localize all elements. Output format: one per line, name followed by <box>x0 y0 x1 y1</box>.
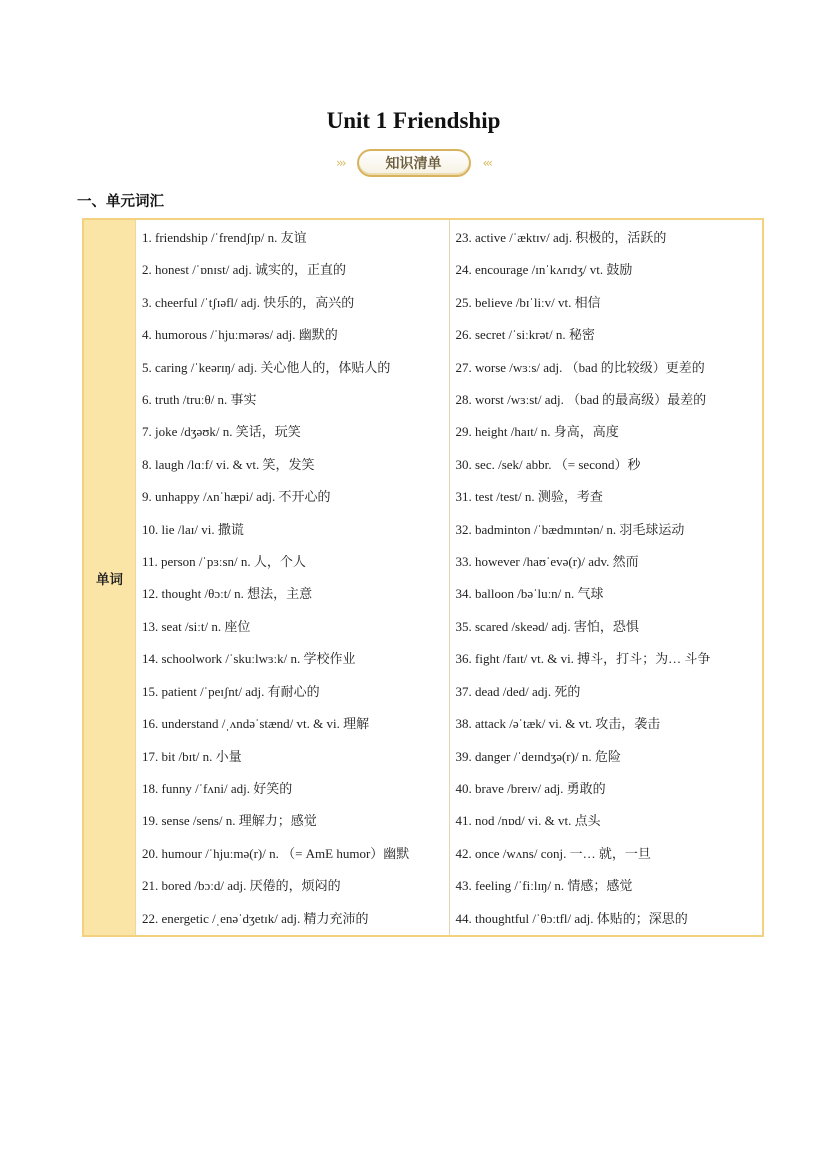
vocab-item: 12. thought /θɔːt/ n. 想法，主意 <box>142 586 313 602</box>
vocab-item: 38. attack /əˈtæk/ vi. & vt. 攻击，袭击 <box>455 716 661 732</box>
vocab-item: 1. friendship /ˈfrendʃɪp/ n. 友谊 <box>142 230 307 245</box>
vocab-item: 22. energetic /ˌenəˈdʒetɪk/ adj. 精力充沛的 <box>142 910 369 926</box>
section-badge-row <box>0 147 827 179</box>
vocab-item: 26. secret /ˈsiːkrət/ n. 秘密 <box>455 327 595 343</box>
vocab-item: 18. funny /ˈfʌni/ adj. 好笑的 <box>142 780 293 796</box>
vocab-item: 15. patient /ˈpeɪʃnt/ adj. 有耐心的 <box>142 683 320 699</box>
vocab-item: 37. dead /ded/ adj. 死的 <box>455 683 581 699</box>
vocab-item: 29. height /haɪt/ n. 身高，高度 <box>455 424 619 440</box>
vocab-item: 32. badminton /ˈbædmɪntən/ n. 羽毛球运动 <box>455 521 685 537</box>
vocab-item: 6. truth /truːθ/ n. 事实 <box>142 392 257 408</box>
vocab-item: 5. caring /ˈkeərɪŋ/ adj. 关心他人的，体贴人的 <box>142 359 391 375</box>
vocab-item: 19. sense /sens/ n. 理解力；感觉 <box>142 813 317 829</box>
vocab-item: 31. test /test/ n. 测验，考查 <box>455 489 603 505</box>
vocab-item: 43. feeling /ˈfiːlɪŋ/ n. 情感；感觉 <box>455 878 633 894</box>
vocab-item: 20. humour /ˈhjuːmə(r)/ n. （= AmE humor）幽默 <box>142 845 410 861</box>
vocab-item: 25. believe /bɪˈliːv/ vt. 相信 <box>455 294 601 310</box>
vocab-item: 10. lie /laɪ/ vi. 撒谎 <box>142 521 244 537</box>
chevron-right-decoration-icon: ››› <box>336 156 345 170</box>
vocab-item: 21. bored /bɔːd/ adj. 厌倦的，烦闷的 <box>142 878 341 894</box>
vocab-item: 2. honest /ˈɒnɪst/ adj. 诚实的，正直的 <box>142 262 346 278</box>
vocab-item: 23. active /ˈæktɪv/ adj. 积极的，活跃的 <box>455 230 667 245</box>
vocab-item: 4. humorous /ˈhjuːmərəs/ adj. 幽默的 <box>142 327 338 343</box>
chevron-left-decoration-icon: ‹‹‹ <box>482 156 491 170</box>
vocab-item: 16. understand /ˌʌndəˈstænd/ vt. & vi. 理解 <box>142 716 370 732</box>
vocab-item: 24. encourage /ɪnˈkʌrɪdʒ/ vt. 鼓励 <box>455 262 633 278</box>
knowledge-list-badge: 知识清单 <box>357 149 471 177</box>
vocab-item: 8. laugh /lɑːf/ vi. & vt. 笑，发笑 <box>142 456 315 472</box>
vocab-item: 34. balloon /bəˈluːn/ n. 气球 <box>455 586 604 602</box>
vocab-item: 35. scared /skeəd/ adj. 害怕，恐惧 <box>455 618 639 634</box>
vocabulary-table <box>82 218 764 937</box>
vocab-item: 14. schoolwork /ˈskuːlwɜːk/ n. 学校作业 <box>142 651 356 667</box>
vocab-item: 44. thoughtful /ˈθɔːtfl/ adj. 体贴的；深思的 <box>455 910 688 926</box>
page-title: Unit 1 Friendship <box>326 108 501 133</box>
vocab-item: 9. unhappy /ʌnˈhæpi/ adj. 不开心的 <box>142 489 331 505</box>
vocab-item: 33. however /haʊˈevə(r)/ adv. 然而 <box>455 554 639 570</box>
vocabulary-column-left <box>136 220 450 935</box>
vocab-item: 11. person /ˈpɜːsn/ n. 人，个人 <box>142 554 306 570</box>
vocab-item: 42. once /wʌns/ conj. 一… 就，一旦 <box>455 845 651 861</box>
vocab-item: 28. worst /wɜːst/ adj. （bad 的最高级）最差的 <box>455 392 707 408</box>
vocab-item: 30. sec. /sek/ abbr. （= second）秒 <box>455 456 641 472</box>
vocab-item: 27. worse /wɜːs/ adj. （bad 的比较级）更差的 <box>455 359 705 375</box>
section-heading: 一、单元词汇 <box>77 194 164 210</box>
vocab-item: 40. brave /breɪv/ adj. 勇敢的 <box>455 780 606 796</box>
vocab-item: 17. bit /bɪt/ n. 小量 <box>142 748 242 764</box>
vocab-item: 39. danger /ˈdeɪndʒə(r)/ n. 危险 <box>455 748 621 764</box>
vocab-item: 41. nod /nɒd/ vi. & vt. 点头 <box>455 813 601 829</box>
vocab-item: 13. seat /siːt/ n. 座位 <box>142 618 251 634</box>
vocab-item: 36. fight /faɪt/ vt. & vi. 搏斗，打斗；为… 斗争 <box>455 651 711 667</box>
vocab-item: 7. joke /dʒəʊk/ n. 笑话，玩笑 <box>142 424 301 440</box>
vocab-item: 3. cheerful /ˈtʃɪəfl/ adj. 快乐的，高兴的 <box>142 294 355 310</box>
vocabulary-column-right <box>450 220 763 935</box>
category-cell: 单词 <box>84 220 136 935</box>
